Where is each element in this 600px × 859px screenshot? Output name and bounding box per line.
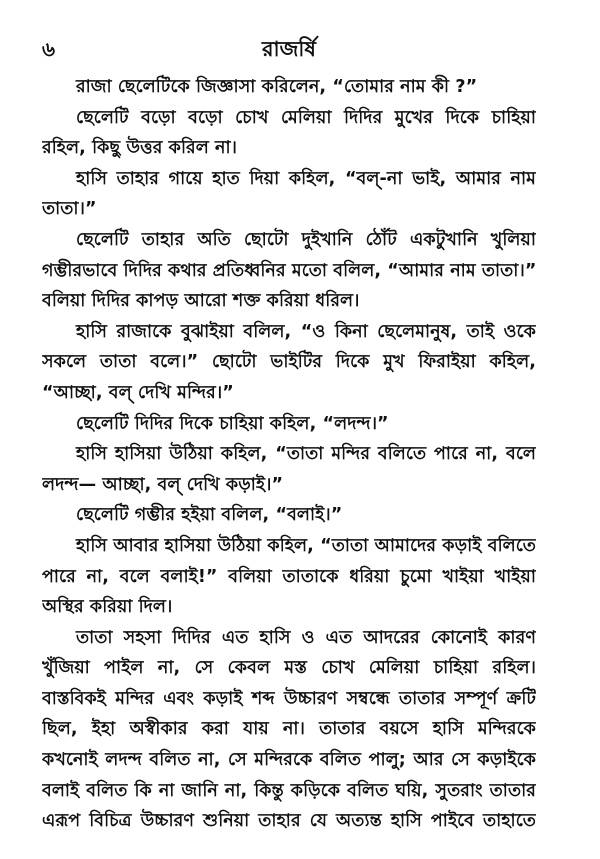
text-line: লদন্দ— আচ্ছা, বল্ দেখি কড়াই।” [42, 474, 284, 495]
text-line: তাতা।” [42, 199, 97, 220]
text-line: বলাই বলিত কি না জানি না, কিন্তু কড়িকে বলিত ঘয়ি, সুতরাং তাতার [42, 780, 536, 801]
page-number: ৬ [42, 37, 56, 61]
text-line: ছেলেটি তাহার অতি ছোটো দুইখানি ঠোঁট একটুখানি খুলিয়া [76, 229, 536, 250]
text-line: রহিল, কিছু উত্তর করিল না। [42, 138, 238, 159]
text-line: সকলে তাতা বলে।” ছোটো ভাইটির দিকে মুখ ফিরাইয়া কহিল, [42, 352, 536, 373]
text-line: পারে না, বলে বলাই!” বলিয়া তাতাকে ধরিয়া চুমো খাইয়া খাইয়া [42, 566, 536, 587]
text-line: তাতা সহসা দিদির এত হাসি ও এত আদরের কোনোই কারণ [76, 627, 536, 648]
text-line: ছিল, ইহা অস্বীকার করা যায় না। তাতার বয়সে হাসি মন্দিরকে [42, 719, 536, 740]
page-header [42, 34, 536, 64]
text-line: “আচ্ছা, বল্ দেখি মন্দির।” [42, 382, 234, 403]
text-line: হাসি আবার হাসিয়া উঠিয়া কহিল, “তাতা আমাদের কড়াই বলিতে [76, 535, 536, 556]
text-line: ছেলেটি বড়ো বড়ো চোখ মেলিয়া দিদির মুখের দিকে চাহিয়া [76, 107, 536, 128]
running-title: রাজর্ষি [261, 37, 317, 61]
text-line: রাজা ছেলেটিকে জিজ্ঞাসা করিলেন, “তোমার নাম কী ?” [76, 77, 478, 97]
text-line: হাসি তাহার গায়ে হাত দিয়া কহিল, “বল্-না ভাই, আমার নাম [76, 168, 536, 189]
text-line: অস্থির করিয়া দিল। [42, 597, 173, 618]
text-line: কখনোই লদন্দ বলিত না, সে মন্দিরকে বলিত পালু; আর সে কড়াইকে [42, 750, 536, 771]
text-line: গম্ভীরভাবে দিদির কথার প্রতিধ্বনির মতো বলিল, “আমার নাম তাতা।” [42, 260, 536, 281]
text-line: বাস্তবিকই মন্দির এবং কড়াই শব্দ উচ্চারণ সম্বন্ধে তাতার সম্পূর্ণ ক্রটি [42, 688, 536, 709]
text-line: ছেলেটি গম্ভীর হইয়া বলিল, “বলাই।” [76, 505, 343, 526]
text-line: এরূপ বিচিত্র উচ্চারণ শুনিয়া তাহার যে অত্যন্ত হাসি পাইবে তাহাতে [42, 811, 536, 832]
text-line: ছেলেটি দিদির দিকে চাহিয়া কহিল, “লদন্দ।” [76, 413, 389, 434]
text-line: হাসি হাসিয়া উঠিয়া কহিল, “তাতা মন্দির বলিতে পারে না, বলে [76, 444, 536, 465]
text-line: বলিয়া দিদির কাপড় আরো শক্ত করিয়া ধরিল। [42, 291, 360, 312]
text-line: খুঁজিয়া পাইল না, সে কেবল মস্ত চোখ মেলিয়া চাহিয়া রহিল। [42, 658, 536, 679]
text-line: হাসি রাজাকে বুঝাইয়া বলিল, “ও কিনা ছেলেমানুষ, তাই ওকে [76, 321, 536, 342]
body-text [42, 72, 536, 837]
